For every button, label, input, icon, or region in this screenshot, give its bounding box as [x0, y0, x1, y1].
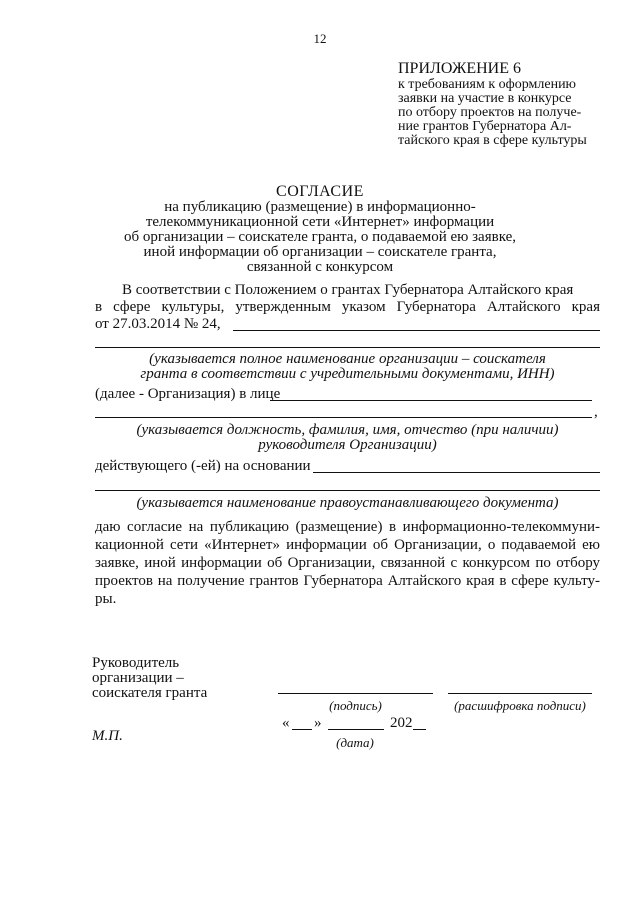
intro-word: Алтайского [486, 299, 561, 315]
date-open-quote: « [282, 715, 290, 731]
document-heading [0, 183, 640, 275]
role-line-2: организации – [92, 670, 184, 686]
basis-field-line-1[interactable] [313, 472, 600, 473]
intro-word: указом [341, 299, 386, 315]
document-title: СОГЛАСИЕ [276, 183, 364, 200]
subtitle-line-3: об организации – соискателе гранта, о подаваемой ею заявке, [123, 229, 517, 245]
head-field-line-1[interactable] [270, 400, 592, 401]
intro-word: в [95, 299, 103, 315]
stamp-label: М.П. [92, 728, 123, 744]
hint-document: (указывается наименование правоустанавливающего документа) [136, 495, 559, 511]
consent-line-last: ры. [95, 591, 117, 607]
intro-line-3: от 27.03.2014 № 24, [95, 316, 221, 332]
decode-line[interactable] [448, 693, 592, 694]
appendix-line-4: ние грантов Губернатора Ал- [398, 119, 572, 134]
intro-word: утвержденным [235, 299, 331, 315]
intro-line-2 [95, 299, 600, 316]
document-subtitle [0, 200, 640, 275]
signatory-role [92, 656, 207, 701]
consent-line-2: кационной сети «Интернет» информации об Организации, о подаваемой ею [95, 537, 600, 553]
intro-word: культуры, [161, 299, 225, 315]
appendix-line-1: к требованиям к оформлению [398, 77, 577, 92]
appendix-line-2: заявки на участие в конкурсе [398, 91, 572, 106]
hint-head-1: (указывается должность, фамилия, имя, отчество (при наличии) [136, 422, 559, 438]
subtitle-line-4: иной информации об организации – соискателе гранта, [143, 244, 497, 260]
acting-label: действующего (-ей) на основании [95, 458, 311, 474]
subtitle-line-2: телекоммуникационной сети «Интернет» информации [145, 214, 495, 230]
org-name-field-line-1[interactable] [233, 330, 600, 331]
appendix-text [398, 78, 608, 148]
intro-word: Губернатора [396, 299, 476, 315]
date-caption: (дата) [336, 735, 374, 750]
subtitle-line-1: на публикацию (размещение) в информационно- [164, 199, 476, 215]
head-field-comma: , [594, 404, 598, 420]
hint-org-name-2: гранта в соответствии с учредительными документами, ИНН) [140, 366, 555, 382]
subtitle-line-5: связанной с конкурсом [246, 259, 394, 275]
intro-word: края [571, 299, 600, 315]
appendix-block [398, 60, 608, 148]
basis-field-line-2[interactable] [95, 490, 600, 491]
intro-word: сфере [113, 299, 151, 315]
date-year: 202 [390, 715, 413, 731]
hint-head-2: руководителя Организации) [258, 437, 437, 453]
signature-caption: (подпись) [329, 698, 382, 713]
date-close-quote: » [314, 715, 322, 731]
intro-line-1: В соответствии с Положением о грантах Губернатора Алтайского края [122, 282, 574, 298]
consent-paragraph [95, 518, 600, 608]
consent-line-3: заявке, иной информации об Организации, связанной с конкурсом по отбору [95, 555, 600, 571]
appendix-line-5: тайского края в сфере культуры [398, 133, 587, 148]
role-line-3: соискателя гранта [92, 685, 208, 701]
org-name-field-line-2[interactable] [95, 347, 600, 348]
signature-line[interactable] [278, 693, 433, 694]
date-day-field[interactable] [292, 729, 312, 730]
appendix-title: ПРИЛОЖЕНИЕ 6 [398, 60, 522, 77]
date-year-field[interactable] [413, 729, 426, 730]
head-field-line-2[interactable] [95, 417, 592, 418]
consent-line-4: проектов на получение грантов Губернатора Алтайского края в сфере культу- [95, 573, 600, 589]
page-number: 12 [313, 31, 327, 46]
hint-org-name-1: (указывается полное наименование организации – соискателя [149, 351, 546, 367]
role-line-1: Руководитель [92, 655, 180, 671]
decode-caption: (расшифровка подписи) [454, 698, 586, 713]
date-month-field[interactable] [328, 729, 384, 730]
consent-line-1: даю согласие на публикацию (размещение) в информационно-телекоммуни- [95, 519, 600, 535]
appendix-line-3: по отбору проектов на получе- [398, 105, 582, 120]
in-person-label: (далее - Организация) в лице [95, 386, 281, 402]
